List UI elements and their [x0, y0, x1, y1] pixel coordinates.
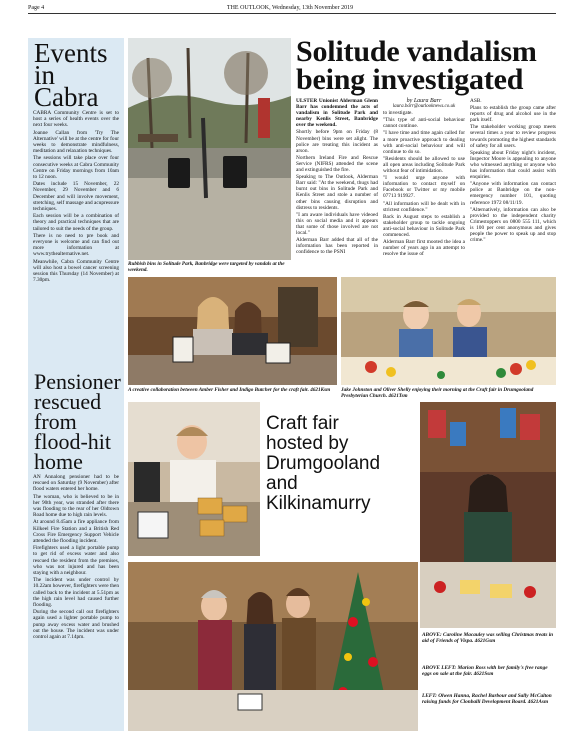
page-number: Page 4 — [28, 5, 45, 11]
events-body: CABRA Community Centre is set to host a series of health events over the next four weeks. Joanne Callan from 'Try The Alternative' will be at the centre for four weeks to demonstrate mindfulness, meditation and relaxation techniques. The sessions will take place over four consecutive weeks at Cabra Community Centre on Friday mornings from 10am to 12 noon. Dates include 15 November, 22 November, 29 November and 6 December and will involve movement, stretching, self massage and acupressure techniques. Each session will be a combination of theory and practical techniques that are tailored to suit the needs of the group. There is no need to pre book and everyone is welcome and can find out more information at www.trythealternative.net. Meanwhile, Cabra Community Centre will also host a bowel cancer screening session this Thursday (14 November) at 7.30pm. — [33, 110, 119, 284]
vandal-col-3: ASB. Plans to establish the group came after reports of drug and alcohol use in the park itself. The stakeholder working group meets several times a year to review progress towards promoting the highest standards of safety for all users. Speaking about Friday night's incident, Inspector Moore is appealing to anyone who witnessed anything or anyone who has information that could assist with enquiries. "Anyone with information can contact police at Banbridge on the non-emergency number 101, quoting reference 1972 08/11/19. "Alternatively, information can also be provided to the independent charity Crimestoppers on 0800 555 111, which is 100 per cent anonymous and gives people the power to speak up and stop crime." — [470, 98, 556, 244]
byline: by Laura Barr — [406, 98, 442, 104]
craft-photo-caroline — [420, 402, 556, 628]
park-bins-photo — [128, 38, 291, 260]
events-sidebar — [28, 38, 124, 378]
pensioner-sidebar — [28, 368, 124, 731]
events-title: Events in Cabra — [34, 38, 108, 112]
masthead: THE OUTLOOK, Wednesday, 13th November 2019 — [226, 5, 354, 11]
vandal-col-1: ULSTER Unionist Alderman Glenn Barr has condemned the acts of vandalism in Solitude Park and nearby Kenlis Street, Banbridge over the weekend. Shortly before 9pm on Friday (8 November) bins were set alight. The police are treating this incident as arson. Northern Ireland Fire and Rescue Service (NIFRS) attended the scene and extinguished the fire. Speaking to The Outlook, Alderman Barr said: "At the weekend, thugs had burnt out bins in Solitude Park and Kenlis Street and stole a number of other bins causing disruption and distress to residents. "I am aware individuals have videoed this on social media and it appears that some of those involved are not local." Alderman Barr added that all of the information has been reported in confidence to the PSNI — [296, 98, 378, 256]
park-bins-caption: Rubbish bins in Solitude Park, Banbridge were targeted by vandals at the weekend. — [128, 261, 285, 273]
vandalism-headline: Solitude vandalism being investigated — [296, 35, 537, 96]
craft-headline: Craft fair hosted by Drumgooland and Kilkinamurry — [266, 413, 381, 514]
craft-caption-left: LEFT: Olwen Hanna, Rachel Barbour and Sally McCalton raising funds for Clonballi Development Board. 4621Asm — [422, 693, 552, 705]
pensioner-body: AN Annalong pensioner had to be rescued on Saturday (9 November) after flood waters entered her home. The woman, who is believed to be in her 90th year, was stranded after there was flooding to the rear of her Oldtown Road home due to high rain levels. At around 8.45am a fire appliance from Kilkeel Fire Station and a British Red Cross Fire Emergency Support Vehicle attended the flooding incident. Firefighters used a light portable pump to get rid of excess water and also rescued the resident from the premises, who was not injured and has been staying with a neighbour. The incident was under control by 10.22am however, firefighters were then called back to the incident at 5.51pm as the high rain level had caused further flooding. During the second call out firefighters again used a lighter portable pump to pump away excess water and brushed out the house. The incident was under control again at 7.14pm. — [33, 474, 119, 641]
header-rule — [28, 13, 556, 14]
craft-caption-2: Jake Johnston and Oliver Shelly enjoying their morning at the Craft fair in Drumgooland Presbyterian Church. 4621Tsm — [341, 387, 534, 399]
craft-caption-above: ABOVE: Caroline Macauley was selling Christmas treats in aid of Friends of Vispa. 4621Gsm — [422, 632, 554, 644]
craft-caption-1: A creative collaboration between Amber Fisher and Indigo Butcher for the craft fair. 4621Ksm — [128, 387, 331, 393]
byline-email: laura.barr@outlooknews.co.uk — [392, 104, 456, 110]
vandal-col-2: by Laura Barr laura.barr@outlooknews.co.uk to investigate. "This type of anti-social behaviour cannot continue. "I have time and time again called for a more proactive approach to dealing with anti-social behaviour and will continue to do so. "Residents should be allowed to use all open areas including Solitude Park without fear of intimidation. "I would urge anyone with information to contact myself on Facebook or Twitter or my mobile 07713 919927. "All information will be dealt with in strictest confidence." Back in August steps to establish a stakeholder group to tackle ongoing anti-social behaviour in Solitude Park commenced. Alderman Barr first mooted the idea a number of years ago in an attempt to resolve the issue of — [383, 98, 465, 258]
craft-photo-amber-indigo — [128, 277, 337, 385]
craft-photo-olwen-rachel-sally — [128, 562, 418, 731]
craft-photo-marion-ross — [128, 402, 260, 556]
craft-caption-above-left: ABOVE LEFT: Marion Ross with her family's free range eggs on sale at the fair. 4621Ssm — [422, 665, 548, 677]
pensioner-title: Pensioner rescued from flood-hit home — [34, 369, 121, 474]
craft-photo-jake-oliver — [341, 277, 556, 385]
